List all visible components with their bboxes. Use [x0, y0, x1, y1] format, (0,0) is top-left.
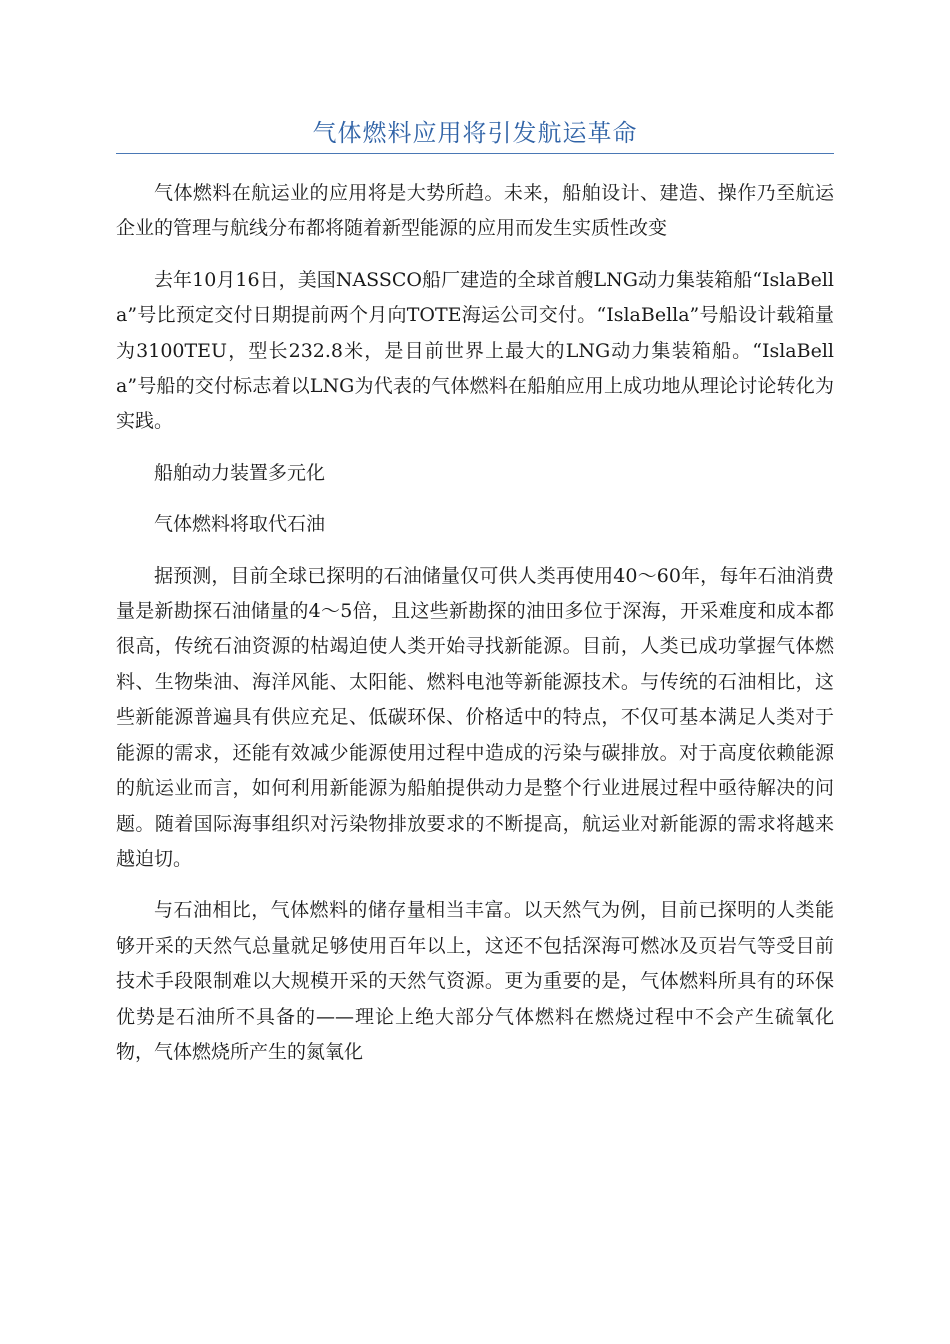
title-underline [116, 153, 834, 154]
subheading-replace-oil: 气体燃料将取代石油 [154, 513, 326, 536]
subheading-diversification: 船舶动力装置多元化 [154, 461, 326, 484]
paragraph-islabella: 去年10月16日，美国NASSCO船厂建造的全球首艘LNG动力集装箱船“IslaBella”号比预定交付日期提前两个月向TOTE海运公司交付。“IslaBella”号船设计载箱量为3100TEU，型长232.8米，是目前世界上最大的LNG动力集装箱船。“IslaBella”号船的交付标志着以LNG为代表的气体燃料在船舶应用上成功地从理论讨论转化为实践。 [116, 268, 834, 433]
document-title: 气体燃料应用将引发航运革命 [312, 119, 638, 147]
paragraph-gas-reserves: 与石油相比，气体燃料的储存量相当丰富。以天然气为例，目前已探明的人类能够开采的天然气总量就足够使用百年以上，这还不包括深海可燃冰及页岩气等受目前技术手段限制难以大规模开采的天然气资源。更为重要的是，气体燃料所具有的环保优势是石油所不具备的——理论上绝大部分气体燃料在燃烧过程中不会产生硫氧化物，气体燃烧所产生的氮氧化 [116, 899, 834, 1063]
paragraph-intro: 气体燃料在航运业的应用将是大势所趋。未来，船舶设计、建造、操作乃至航运企业的管理与航线分布都将随着新型能源的应用而发生实质性改变 [116, 182, 834, 240]
paragraph-oil-forecast: 据预测，目前全球已探明的石油储量仅可供人类再使用40～60年，每年石油消费量是新勘探石油储量的4～5倍，且这些新勘探的油田多位于深海，开采难度和成本都很高，传统石油资源的枯竭迫使人类开始寻找新能源。目前，人类已成功掌握气体燃料、生物柴油、海洋风能、太阳能、燃料电池等新能源技术。与传统的石油相比，这些新能源普遍具有供应充足、低碳环保、价格适中的特点，不仅可基本满足人类对于能源的需求，还能有效减少能源使用过程中造成的污染与碳排放。对于高度依赖能源的航运业而言，如何利用新能源为船舶提供动力是整个行业进展过程中亟待解决的问题。随着国际海事组织对污染物排放要求的不断提高，航运业对新能源的需求将越来越迫切。 [116, 564, 834, 870]
document-body [116, 176, 834, 1086]
